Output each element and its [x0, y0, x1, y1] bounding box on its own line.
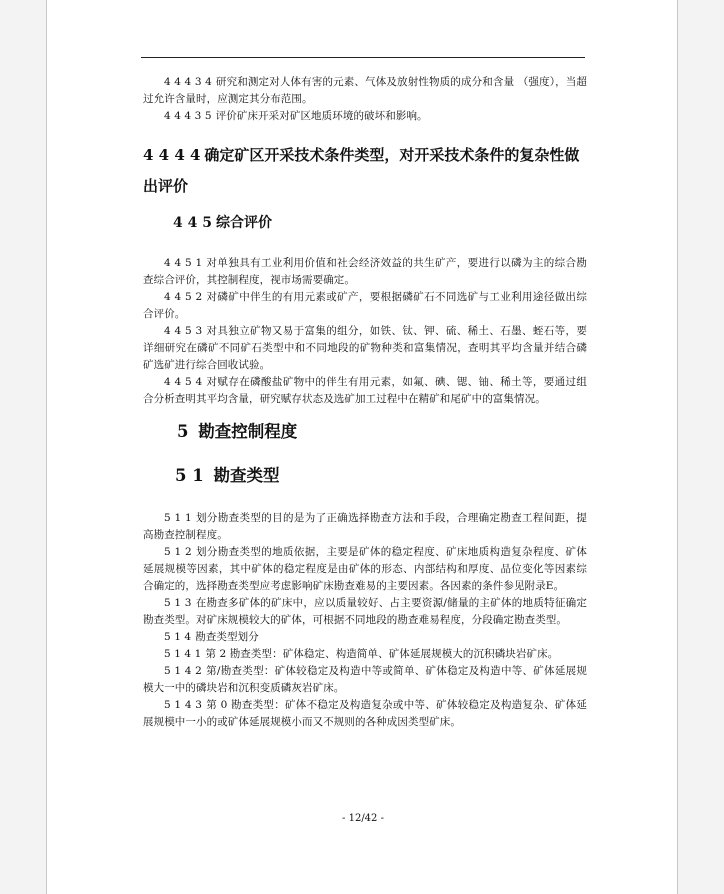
page-content	[143, 74, 587, 731]
paragraph-4452: 4 4 5 2 对磷矿中伴生的有用元素或矿产，要根据磷矿石不同选矿与工业利用途径做出综合评价。	[143, 291, 588, 320]
paragraph-44435: 4 4 4 3 5 评价矿床开采对矿区地质环境的破坏和影响。	[164, 110, 428, 122]
paragraph-5142: 5 1 4 2 第/勘查类型：矿体较稳定及构造中等或简单、矿体稳定及构造中等、矿体延展规模大一中的磷块岩和沉积变质磷灰岩矿床。	[143, 665, 587, 694]
page-number: - 12/42 -	[342, 813, 384, 824]
paragraph-5141: 5 1 4 1 第 2 勘查类型：矿体稳定、构造简单、矿体延展规模大的沉积磷块岩矿床。	[164, 648, 559, 660]
paragraph-4453: 4 4 5 3 对具独立矿物又易于富集的组分，如铁、钛、钾、硫、稀土、石墨、蛭石等，要详细研究在磷矿不同矿石类型中和不同地段的矿物种类和富集情况，查明其平均含量并结合磷矿选矿进行综合回收试验。	[143, 325, 588, 371]
paragraph-5143: 5 1 4 3 第 0 勘查类型：矿体不稳定及构造复杂或中等、矿体较稳定及构造复杂、矿体延展规模中一小的或矿体延展规模小而又不规则的各种成因类型矿床。	[143, 699, 587, 728]
header-rule	[141, 57, 585, 58]
document-page	[46, 0, 678, 894]
paragraph-514: 5 1 4 勘查类型划分	[164, 631, 259, 643]
paragraph-512: 5 1 2 划分勘查类型的地质依据，主要是矿体的稳定程度、矿床地质构造复杂程度、矿体延展规模等因素，其中矿体的稳定程度是由矿体的形态、内部结构和厚度、品位变化等因素综合确定的，选择勘查类型应考虑影响矿床勘查难易的主要因素。各因素的条件参见附录E。	[143, 546, 588, 592]
heading-51: 5 1 勘查类型	[175, 466, 280, 485]
paragraph-4451: 4 4 5 1 对单独具有工业利用价值和社会经济效益的共生矿产，要进行以磷为主的综合勘查综合评价，其控制程度，视市场需要确定。	[143, 257, 588, 286]
heading-445: 4 4 5 综合评价	[173, 215, 272, 231]
paragraph-513: 5 1 3 在勘查多矿体的矿床中，应以质量较好、占主要资源/储量的主矿体的地质特征确定勘查类型。对矿床规模较大的矿体，可根据不同地段的勘查难易程度，分段确定勘查类型。	[143, 597, 587, 626]
paragraph-44434: 4 4 4 3 4 研究和测定对人体有害的元素、气体及放射性物质的成分和含量 （强度），当超过允许含量时，应测定其分布范围。	[143, 76, 588, 105]
paragraph-4454: 4 4 5 4 对赋存在磷酸盐矿物中的伴生有用元素，如氟、碘、锶、铀、稀土等，要通过组合分析查明其平均含量，研究赋存状态及选矿加工过程中在精矿和尾矿中的富集情况。	[143, 376, 588, 405]
heading-4444: 4 4 4 4 确定矿区开采技术条件类型，对开采技术条件的复杂性做出评价	[143, 146, 580, 195]
heading-5: 5 勘查控制程度	[177, 422, 298, 441]
paragraph-511: 5 1 1 划分勘查类型的目的是为了正确选择勘查方法和手段，合理确定勘查工程间距，提高勘查控制程度。	[143, 512, 588, 541]
